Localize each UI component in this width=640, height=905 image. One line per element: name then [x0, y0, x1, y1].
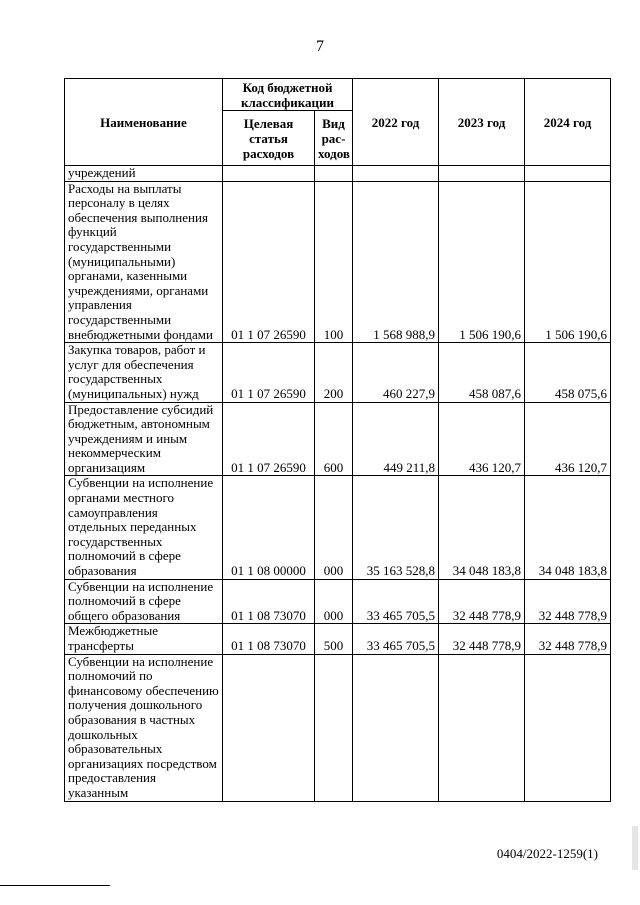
row-2023 [439, 166, 525, 182]
row-2022: 1 568 988,9 [353, 181, 439, 343]
table-row [65, 402, 611, 476]
row-2022: 33 465 705,5 [353, 624, 439, 654]
row-2024: 436 120,7 [525, 402, 611, 476]
table-row [65, 579, 611, 624]
row-2022 [353, 654, 439, 801]
row-2024: 34 048 183,8 [525, 476, 611, 579]
row-2024 [525, 166, 611, 182]
row-2022: 35 163 528,8 [353, 476, 439, 579]
row-name: Расходы на выплаты персоналу в целях обеспечения выполнения функций государственными (муниципальными) органами, казенными учреждениями, органами управления государственными внебюджетными фондами [65, 181, 223, 343]
scan-margin-mark [632, 826, 638, 870]
row-type: 600 [315, 402, 353, 476]
table-row [65, 654, 611, 801]
header-expense-type: Вид рас-ходов [315, 111, 353, 166]
row-2022: 449 211,8 [353, 402, 439, 476]
row-code [223, 654, 315, 801]
row-type [315, 654, 353, 801]
document-id: 0404/2022-1259(1) [496, 846, 598, 861]
row-2023: 32 448 778,9 [439, 624, 525, 654]
header-year-2024: 2024 год [525, 79, 611, 166]
row-2023: 436 120,7 [439, 402, 525, 476]
table-row [65, 343, 611, 402]
row-code [223, 166, 315, 182]
header-name: Наименование [65, 79, 223, 166]
row-2022: 460 227,9 [353, 343, 439, 402]
header-year-2022: 2022 год [353, 79, 439, 166]
row-2024: 1 506 190,6 [525, 181, 611, 343]
row-type [315, 166, 353, 182]
row-type: 000 [315, 579, 353, 624]
table-row [65, 166, 611, 182]
row-2024: 32 448 778,9 [525, 624, 611, 654]
table-row [65, 181, 611, 343]
table-row [65, 624, 611, 654]
row-2023: 1 506 190,6 [439, 181, 525, 343]
row-name: Предоставление субсидий бюджетным, автономным учреждениям и иным некоммерческим организациям [65, 402, 223, 476]
row-2024 [525, 654, 611, 801]
table-row [65, 476, 611, 579]
row-name: Субвенции на исполнение полномочий в сфере общего образования [65, 579, 223, 624]
row-type: 100 [315, 181, 353, 343]
header-target-item: Целевая статья расходов [223, 111, 315, 166]
budget-table [64, 78, 611, 802]
row-code: 01 1 07 26590 [223, 402, 315, 476]
page-number: 7 [316, 38, 324, 55]
row-2023: 458 087,6 [439, 343, 525, 402]
row-name: Межбюджетные трансферты [65, 624, 223, 654]
row-2023: 34 048 183,8 [439, 476, 525, 579]
row-2023: 32 448 778,9 [439, 579, 525, 624]
row-type: 000 [315, 476, 353, 579]
row-name: Субвенции на исполнение органами местного самоуправления отдельных переданных государственных полномочий в сфере образования [65, 476, 223, 579]
row-code: 01 1 08 73070 [223, 624, 315, 654]
header-year-2023: 2023 год [439, 79, 525, 166]
row-code: 01 1 07 26590 [223, 181, 315, 343]
row-name: Субвенции на исполнение полномочий по финансовому обеспечению получения дошкольного образования в частных дошкольных образовательных организациях посредством предоставления указанным [65, 654, 223, 801]
row-2023 [439, 654, 525, 801]
row-type: 200 [315, 343, 353, 402]
row-2024: 32 448 778,9 [525, 579, 611, 624]
row-type: 500 [315, 624, 353, 654]
row-2022 [353, 166, 439, 182]
row-2022: 33 465 705,5 [353, 579, 439, 624]
row-code: 01 1 08 73070 [223, 579, 315, 624]
footer-divider [0, 885, 110, 886]
row-code: 01 1 07 26590 [223, 343, 315, 402]
row-2024: 458 075,6 [525, 343, 611, 402]
row-name: учреждений [65, 166, 223, 182]
header-budget-code: Код бюджетной классификации [223, 79, 353, 111]
row-name: Закупка товаров, работ и услуг для обеспечения государственных (муниципальных) нужд [65, 343, 223, 402]
row-code: 01 1 08 00000 [223, 476, 315, 579]
